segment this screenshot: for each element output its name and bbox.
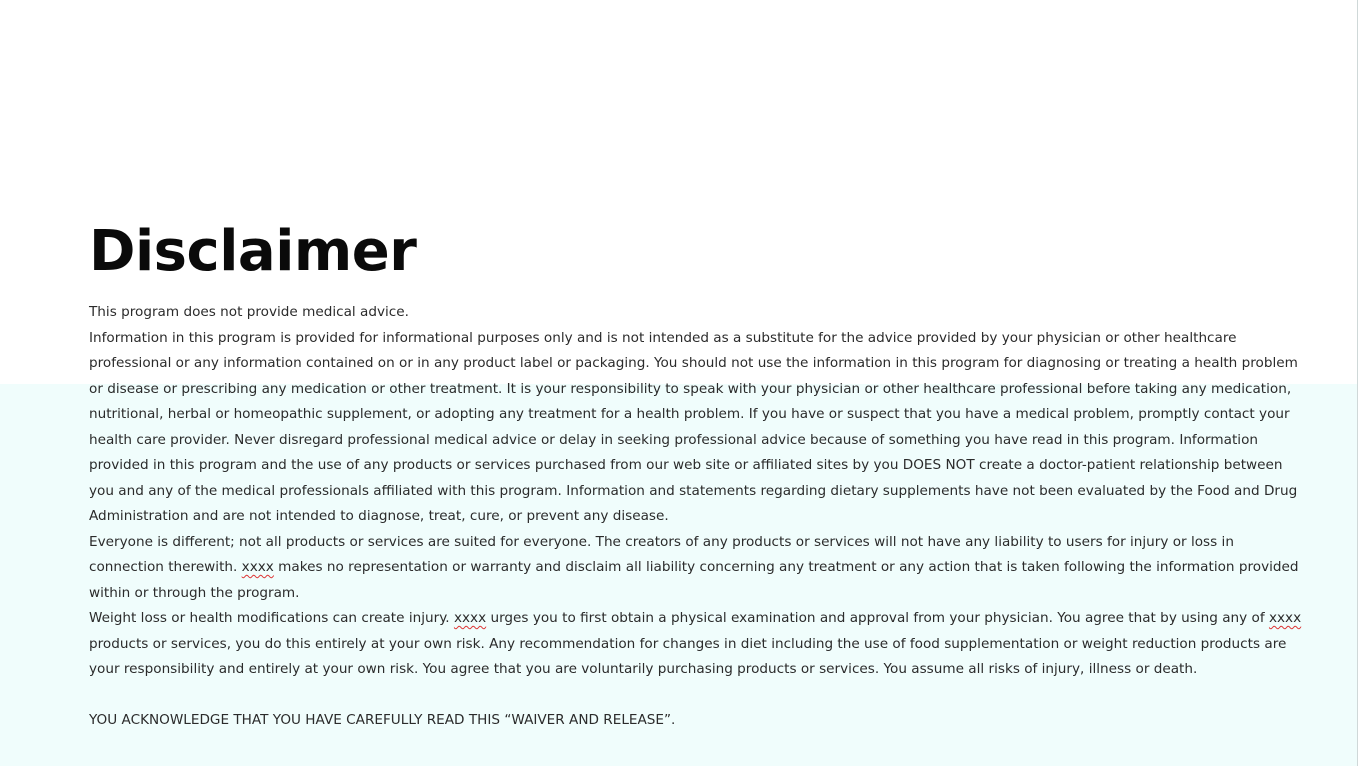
paragraph-liability-text-1: Everyone is different; not all products or services are suited for everyone. The creators of any products or services will not have any liability to users for injury or loss in connection therewith. (89, 533, 1234, 575)
company-name-placeholder: xxxx (1268, 610, 1302, 626)
paragraph-risk-text-1: Weight loss or health modifications can create injury. (89, 610, 454, 626)
paragraph-liability-text-2: makes no representation or warranty and disclaim all liability concerning any treatment or any action that is taken following the information provided within or through the program. (89, 559, 1299, 601)
paragraph-acknowledgement: YOU ACKNOWLEDGE THAT YOU HAVE CAREFULLY READ THIS “WAIVER AND RELEASE”. (89, 712, 676, 728)
disclaimer-section (89, 214, 1304, 734)
page-right-edge (1357, 0, 1358, 766)
paragraph-informational-purposes: Information in this program is provided for informational purposes only and is not intended as a substitute for the advice provided by your physician or other healthcare professional or any information contained on or in any product label or packaging. You should not use the information in this program for diagnosing or treating a health problem or disease or prescribing any medication or other treatment. It is your responsibility to speak with your physician or other healthcare professional before taking any medication, nutritional, herbal or homeopathic supplement, or adopting any treatment for a health problem. If you have or suspect that you have a medical problem, promptly contact your health care provider. Never disregard professional medical advice or delay in seeking professional advice because of something you have read in this program. Information provided in this program and the use of any products or services purchased from our web site or affiliated sites by you DOES NOT create a doctor-patient relationship between you and any of the medical professionals affiliated with this program. Information and statements regarding dietary supplements have not been evaluated by the Food and Drug Administration and are not intended to diagnose, treat, cure, or prevent any disease. (89, 329, 1298, 524)
paragraph-no-medical-advice: This program does not provide medical advice. (89, 304, 409, 320)
paragraph-spacer (89, 683, 1304, 709)
disclaimer-body (89, 300, 1304, 734)
paragraph-liability (89, 530, 1304, 607)
company-name-placeholder: xxxx (453, 610, 487, 626)
page-title: Disclaimer (89, 219, 417, 284)
company-name-placeholder: xxxx (241, 559, 274, 575)
paragraph-risk (89, 606, 1304, 683)
paragraph-risk-text-3: products or services, you do this entirely at your own risk. Any recommendation for changes in diet including the use of food supplementation or weight reduction products are your responsibility and entirely at your own risk. You agree that you are voluntarily purchasing products or services. You assume all risks of injury, illness or death. (89, 635, 1287, 677)
paragraph-risk-text-2: urges you to first obtain a physical examination and approval from your physician. You agree that by using any of (486, 610, 1269, 626)
